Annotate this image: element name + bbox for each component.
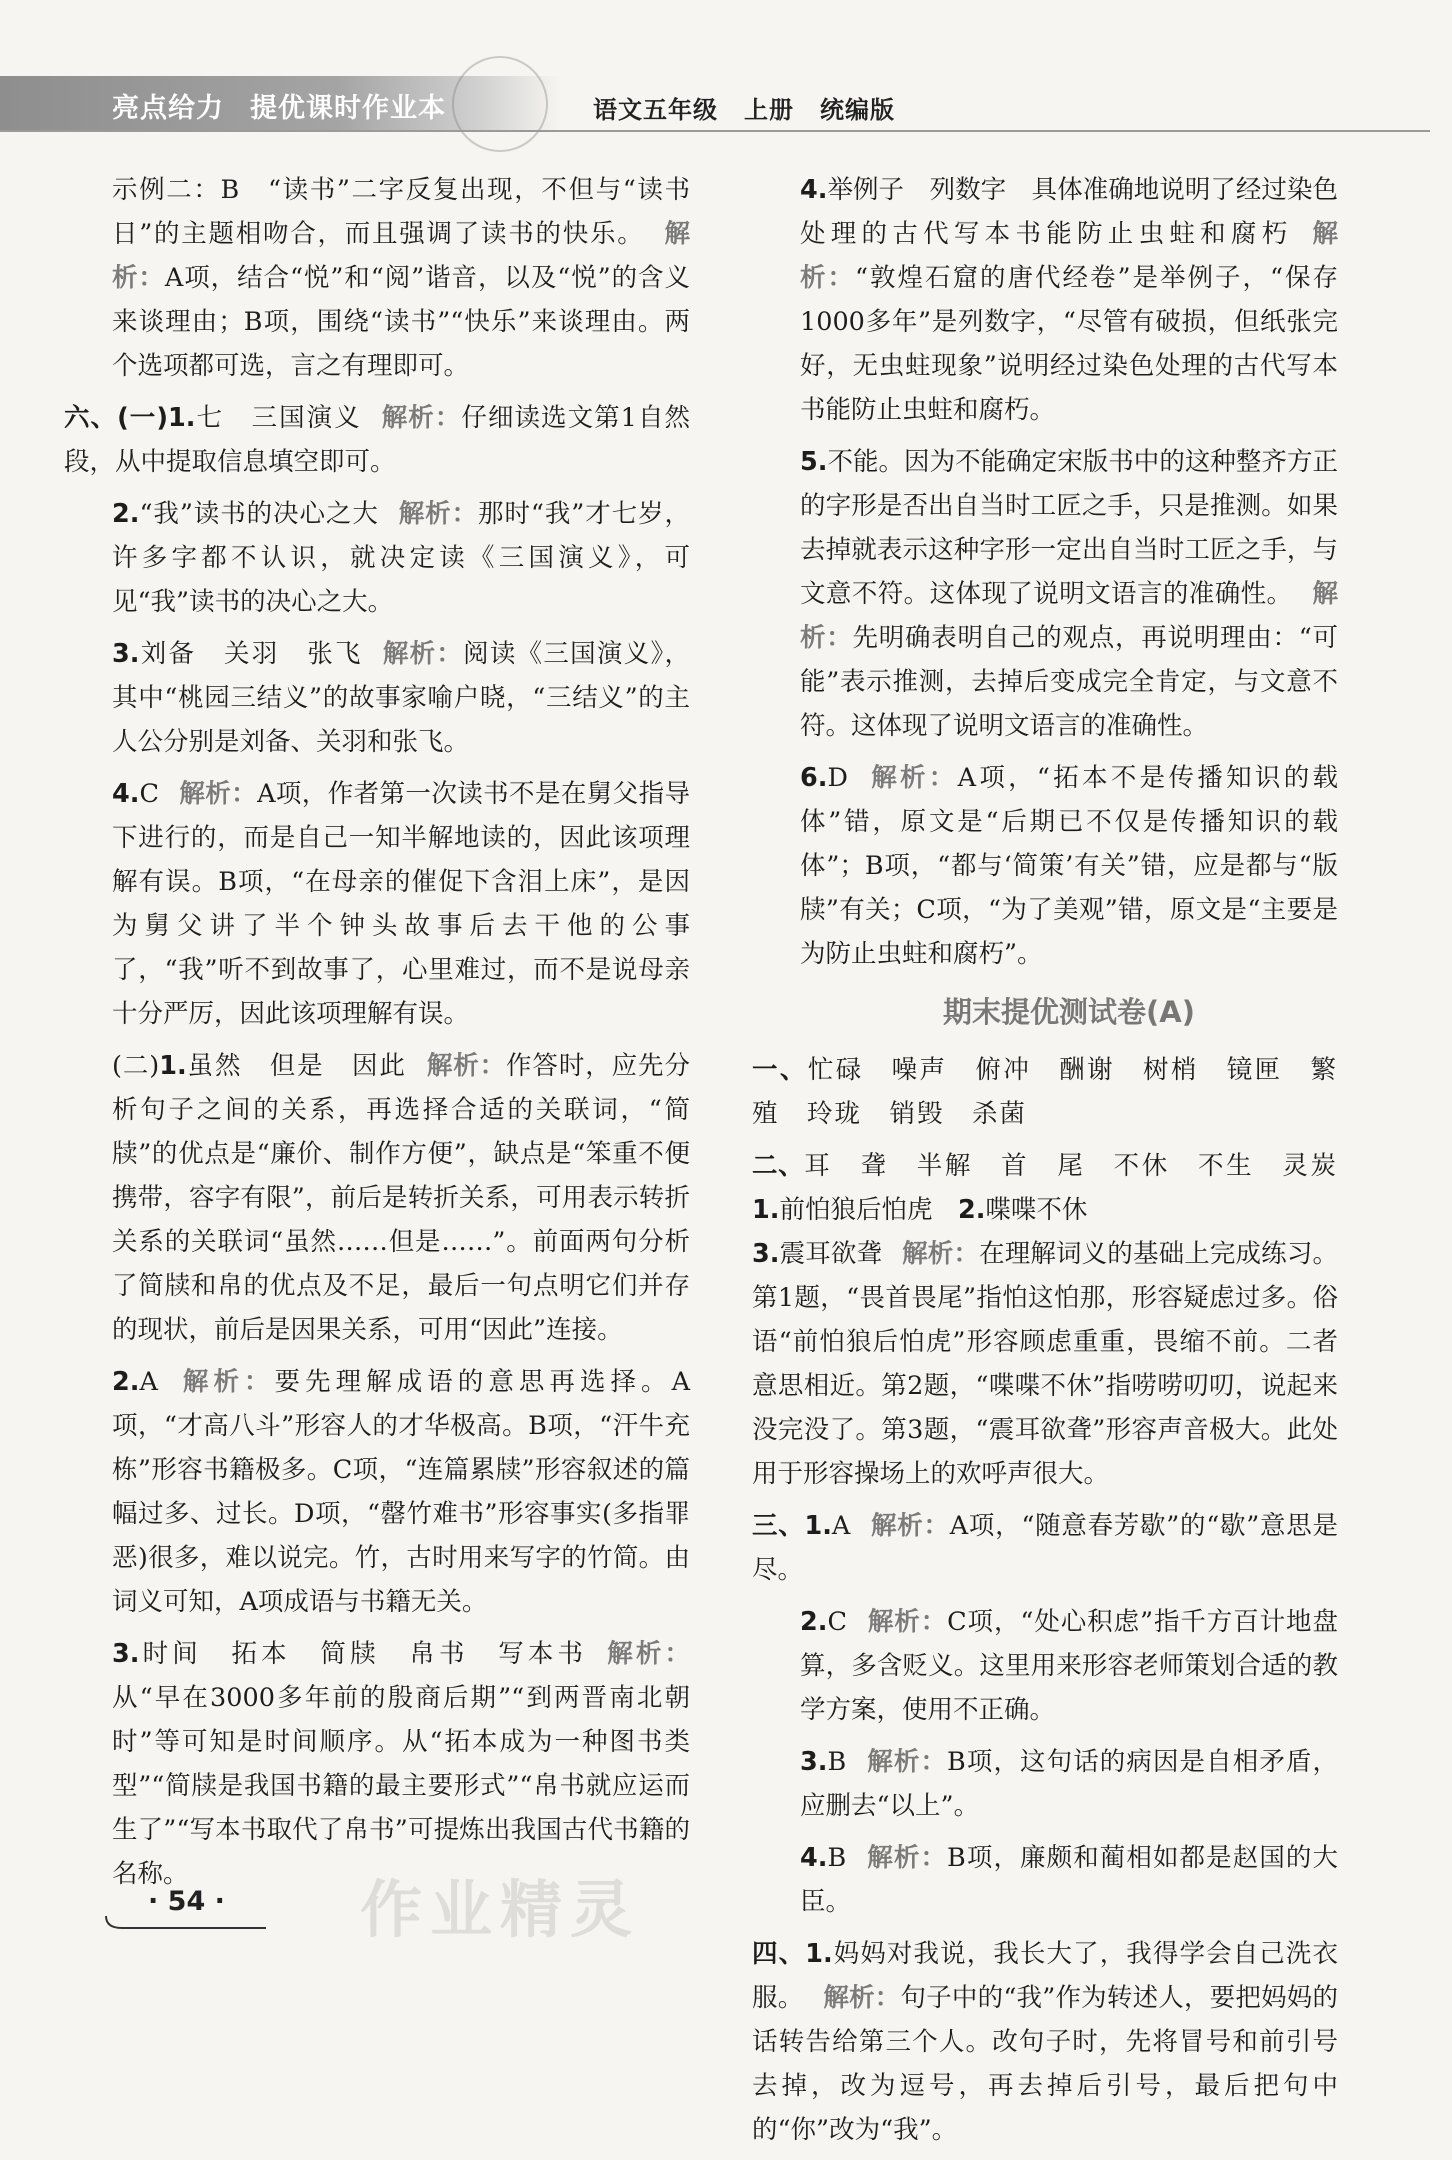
q6-2 <box>112 492 690 624</box>
answer-text: “我”读书的决心之大 <box>139 499 379 529</box>
section-label: 三、 <box>752 1511 805 1541</box>
question-number: 4. <box>800 1843 828 1873</box>
brand-title <box>112 86 446 125</box>
section-label: 二、 <box>752 1151 805 1181</box>
analysis-text: B项，这句话的病因是自相矛盾，应删去“以上”。 <box>800 1747 1338 1821</box>
left-column <box>64 168 690 1904</box>
section-label: 六、(一) <box>64 403 168 433</box>
answer-text: 七 三国演义 <box>195 403 362 433</box>
question-number: 4. <box>112 779 140 809</box>
series-name: 提优课时作业本 <box>250 93 446 124</box>
analysis-label: 解析： <box>177 1367 275 1397</box>
part-3-2 <box>800 1600 1338 1732</box>
answer-text: A <box>139 1367 158 1397</box>
analysis-label: 解析： <box>902 1239 980 1269</box>
header-rule <box>0 130 1430 132</box>
analysis-label: 解析： <box>607 1639 690 1669</box>
answer-text: 时间 拓本 简牍 帛书 写本书 <box>139 1639 588 1669</box>
question-number: 1. <box>805 1939 833 1969</box>
right-column <box>752 168 1338 2160</box>
question-number: 4. <box>800 175 828 205</box>
answer-text: 震耳欲聋 <box>779 1239 883 1269</box>
question-number: 2. <box>112 499 140 529</box>
question-number: 5. <box>800 447 828 477</box>
stamp-seal <box>452 56 548 152</box>
q6-2-2 <box>112 1360 690 1624</box>
analysis-label: 解析： <box>426 1051 507 1081</box>
answer-text: 妈妈对我说，我长大了，我得学会自己洗衣服。 <box>752 1939 1338 2013</box>
volume: 上册 <box>744 96 794 124</box>
answer-text: 不能。因为不能确定宋版书中的这种整齐方正的字形是否出自当时工匠之手，只是推测。如果去掉就表示这种字形一定出自当时工匠之手，与文意不符。这体现了说明文语言的准确性。 <box>800 447 1338 609</box>
part-3-1 <box>752 1504 1338 1592</box>
answer-example-2 <box>112 168 690 388</box>
answer-text: A <box>831 1511 851 1541</box>
question-number: 2. <box>957 1195 986 1225</box>
part-4-1 <box>752 1932 1338 2152</box>
analysis-text: 先明确表明自己的观点，再说明理由：“可能”表示推测，去掉后变成完全肯定，与文意不符。这体现了说明文语言的准确性。 <box>800 623 1338 741</box>
watermark: 作业精灵 <box>360 1873 641 1946</box>
analysis-text: B项，廉颇和蔺相如都是赵国的大臣。 <box>800 1843 1338 1917</box>
analysis-label: 解析： <box>867 763 958 793</box>
part-1 <box>752 1048 1338 1136</box>
analysis-label: 解析： <box>866 1747 948 1777</box>
analysis-text: C项，“处心积虑”指千方百计地盘算，多含贬义。这里用来形容老师策划合适的教学方案，使用不正确。 <box>800 1607 1338 1725</box>
analysis-text: “敦煌石窟的唐代经卷”是举例子，“保存1000多年”是列数字，“尽管有破损，但纸张完好，无虫蛀现象”说明经过染色处理的古代写本书能防止虫蛀和腐朽。 <box>800 263 1338 425</box>
answer-text: 忙碌 噪声 俯冲 酬谢 树梢 镜匣 繁殖 玲珑 销毁 杀菌 <box>752 1055 1338 1129</box>
analysis-text: 作答时，应先分析句子之间的关系，再选择合适的关联词，“简牍”的优点是“廉价、制作方便”，缺点是“笨重不便携带，容字有限”，前后是转折关系，可用表示转折关系的关联词“虽然……但是……”。前面两句分析了简牍和帛的优点及不足，最后一句点明它们并存的现状，前后是因果关系，可用“因此”连接。 <box>112 1051 690 1345</box>
q6-4 <box>112 772 690 1036</box>
analysis-text: A项，作者第一次读书不是在舅父指导下进行的，而是自己一知半解地读的，因此该项理解有误。B项，“在母亲的催促下含泪上床”，是因为舅父讲了半个钟头故事后去干他的公事了，“我”听不到故事了，心里难过，而不是说母亲十分严厉，因此该项理解有误。 <box>112 779 690 1029</box>
question-number: 1. <box>752 1195 780 1225</box>
question-number: 3. <box>112 639 140 669</box>
analysis-text: 从“早在3000多年前的殷商后期”“到两晋南北朝时”等可知是时间顺序。从“拓本成为一种图书类型”“简牍是我国书籍的最主要形式”“帛书就应运而生了”“写本书取代了帛书”可提炼出我国古代书籍的名称。 <box>112 1683 690 1889</box>
edition: 统编版 <box>820 96 895 124</box>
analysis-text: A项，“拓本不是传播知识的载体”错，原文是“后期已不仅是传播知识的载体”；B项，“都与‘简策’有关”错，应是都与“版牍”有关；C项，“为了美观”错，原文是“主要是为防止虫蛀和腐朽”。 <box>800 763 1338 969</box>
section-label: 一、 <box>752 1055 808 1085</box>
analysis-label: 解析： <box>866 1843 948 1873</box>
q6-1 <box>64 396 690 484</box>
answer-text: 举例子 列数字 具体准确地说明了经过染色处理的古代写本书能防止虫蛀和腐朽 <box>800 175 1338 249</box>
analysis-label: 解析： <box>800 579 1338 653</box>
page-number: · 54 · <box>148 1886 225 1917</box>
q6-2-4 <box>800 168 1338 432</box>
analysis-text: 句子中的“我”作为转述人，要把妈妈的话转告给第三个人。改句子时，先将冒号和前引号去掉，改为逗号，再去掉后引号，最后把句中的“你”改为“我”。 <box>752 1983 1338 2145</box>
answer-text: D <box>827 763 848 793</box>
analysis-text: 仔细读选文第1自然段，从中提取信息填空即可。 <box>64 403 690 477</box>
analysis-label: 解析： <box>823 1983 901 2013</box>
question-number: 3. <box>112 1639 140 1669</box>
answer-text: B <box>827 1747 847 1777</box>
q6-2-5 <box>800 440 1338 748</box>
answer-text: 刘备 关羽 张飞 <box>139 639 363 669</box>
section-label: (二) <box>112 1051 160 1081</box>
question-number: 6. <box>800 763 828 793</box>
answer-text: 虽然 但是 因此 <box>186 1051 407 1081</box>
section-label: 四、 <box>752 1939 806 1969</box>
page-number-curve <box>104 1912 268 1932</box>
answer-text: 示例二：B “读书”二字反复出现，不但与“读书日”的主题相吻合，而且强调了读书的快乐。 <box>112 175 690 249</box>
q6-3 <box>112 632 690 764</box>
analysis-label: 解析： <box>382 639 464 669</box>
analysis-label: 解析： <box>381 403 462 433</box>
answer-text: 耳 聋 半解 首 尾 不休 不生 灵炭 <box>804 1151 1338 1181</box>
answer-text: C <box>827 1607 847 1637</box>
subject-info <box>593 90 895 125</box>
analysis-label: 解析： <box>866 1607 948 1637</box>
analysis-label: 解析： <box>870 1511 950 1541</box>
page-header <box>0 74 1440 134</box>
answer-text: 前怕狼后怕虎 <box>779 1195 933 1225</box>
analysis-text: A项，“随意春芳歇”的“歇”意思是尽。 <box>752 1511 1338 1585</box>
part-3-3 <box>800 1740 1338 1828</box>
question-number: 1. <box>168 403 196 433</box>
question-number: 3. <box>752 1239 780 1269</box>
q6-2-6 <box>800 756 1338 976</box>
q6-2-3 <box>112 1632 690 1896</box>
q6-2-1 <box>112 1044 690 1352</box>
question-number: 1. <box>159 1051 187 1081</box>
analysis-label: 解析： <box>178 779 258 809</box>
analysis-label: 解析： <box>800 219 1338 293</box>
subject-grade: 语文五年级 <box>593 96 718 124</box>
brand-name: 亮点给力 <box>112 93 224 124</box>
answer-text: B <box>827 1843 847 1873</box>
part-2 <box>752 1144 1338 1496</box>
part-3-4 <box>800 1836 1338 1924</box>
question-number: 3. <box>800 1747 828 1777</box>
question-number: 2. <box>800 1607 828 1637</box>
answer-text: 喋喋不休 <box>985 1195 1088 1225</box>
answer-text: C <box>139 779 159 809</box>
question-number: 1. <box>804 1511 832 1541</box>
question-number: 2. <box>112 1367 140 1397</box>
analysis-text: 阅读《三国演义》，其中“桃园三结义”的故事家喻户晓，“三结义”的主人公分别是刘备、关羽和张飞。 <box>112 639 690 757</box>
analysis-text: 那时“我”才七岁，许多字都不认识，就决定读《三国演义》，可见“我”读书的决心之大。 <box>112 499 690 617</box>
analysis-text: A项，结合“悦”和“阅”谐音，以及“悦”的含义来谈理由；B项，围绕“读书”“快乐”来谈理由。两个选项都可选，言之有理即可。 <box>112 263 690 381</box>
exam-title: 期末提优测试卷(A) <box>943 995 1195 1029</box>
analysis-label: 解析： <box>398 499 479 529</box>
analysis-text: 在理解词义的基础上完成练习。第1题，“畏首畏尾”指怕这怕那，形容疑虑过多。俗语“前怕狼后怕虎”形容顾虑重重，畏缩不前。二者意思相近。第2题，“喋喋不休”指唠唠叨叨，说起来没完没了。第3题，“震耳欲聋”形容声音极大。此处用于形容操场上的欢呼声很大。 <box>752 1239 1338 1489</box>
analysis-label: 解析： <box>112 219 690 293</box>
analysis-text: 要先理解成语的意思再选择。A项，“才高八斗”形容人的才华极高。B项，“汗牛充栋”形容书籍极多。C项，“连篇累牍”形容叙述的篇幅过多、过长。D项，“罄竹难书”形容事实(多指罪恶)很多，难以说完。竹，古时用来写字的竹简。由词义可知，A项成语与书籍无关。 <box>112 1367 690 1617</box>
